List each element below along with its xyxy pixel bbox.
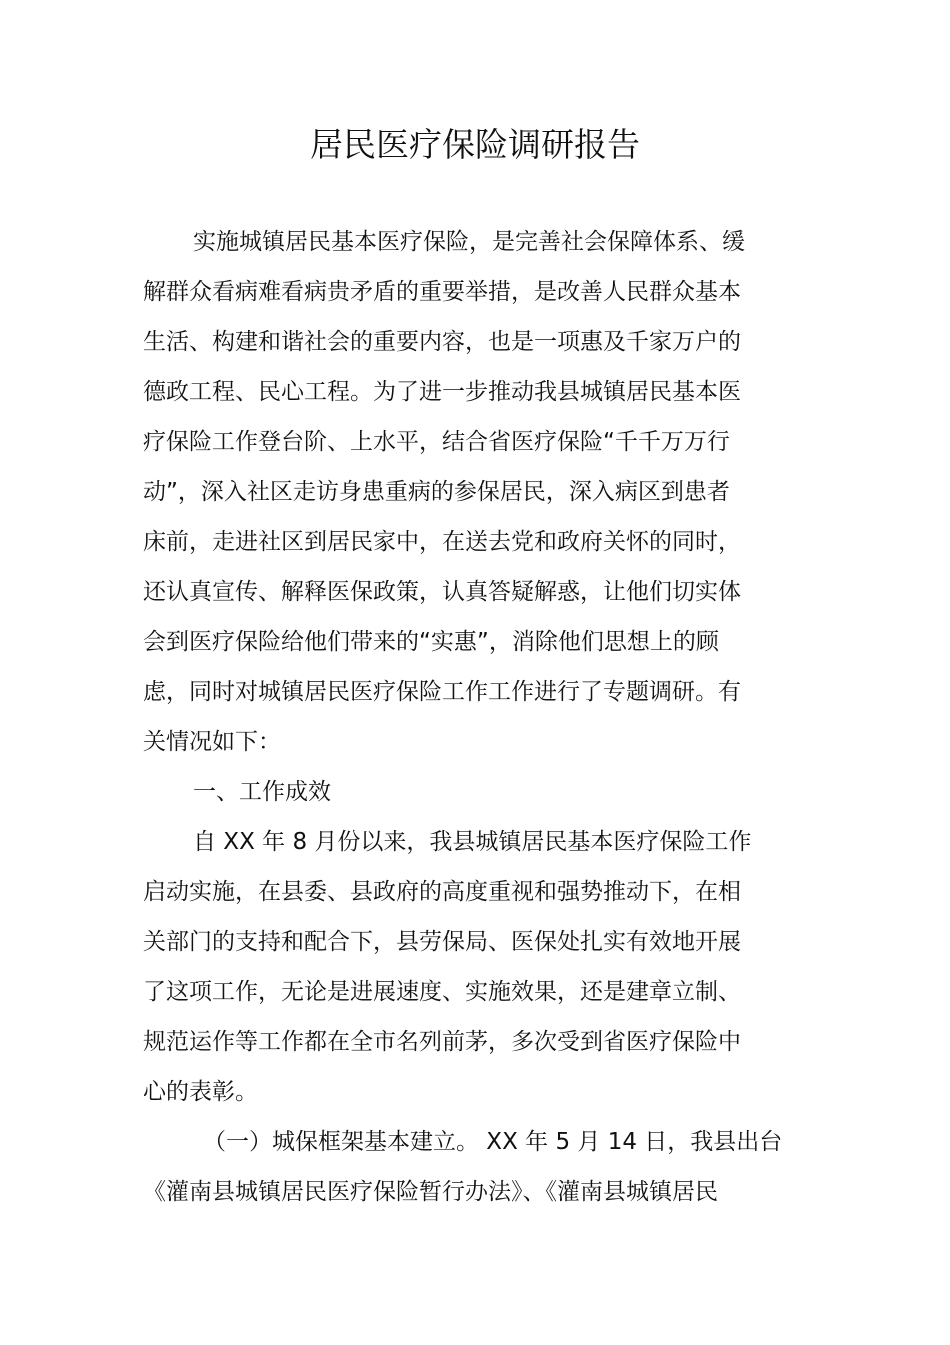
paragraph-line: 疗保险工作登台阶、上水平，结合省医疗保险“千千万万行 xyxy=(143,429,730,455)
paragraph-line: 床前，走进社区到居民家中，在送去党和政府关怀的同时， xyxy=(143,529,741,555)
paragraph-line: 实施城镇居民基本医疗保险，是完善社会保障体系、缓 xyxy=(193,229,745,255)
paragraph-line: 规范运作等工作都在全市名列前茅，多次受到省医疗保险中 xyxy=(143,1029,741,1055)
section-heading: 一、工作成效 xyxy=(193,779,331,805)
paragraph-line: 虑，同时对城镇居民医疗保险工作工作进行了专题调研。有 xyxy=(143,679,741,705)
paragraph-line: 启动实施，在县委、县政府的高度重视和强势推动下，在相 xyxy=(143,879,741,905)
paragraph-line: 还认真宣传、解释医保政策，认真答疑解惑，让他们切实体 xyxy=(143,579,741,605)
paragraph-line: 生活、构建和谐社会的重要内容，也是一项惠及千家万户的 xyxy=(143,329,741,355)
subsection-line: （一）城保框架基本建立。 XX 年 5 月 14 日，我县出台 xyxy=(203,1129,783,1155)
paragraph-line: 德政工程、民心工程。为了进一步推动我县城镇居民基本医 xyxy=(143,379,741,405)
paragraph-line: 心的表彰。 xyxy=(143,1079,258,1105)
paragraph-line: 解群众看病难看病贵矛盾的重要举措，是改善人民群众基本 xyxy=(143,279,741,305)
paragraph-line: 动”，深入社区走访身患重病的参保居民，深入病区到患者 xyxy=(143,479,730,505)
paragraph-line: 了这项工作，无论是进展速度、实施效果，还是建章立制、 xyxy=(143,979,741,1005)
paragraph-line: 关部门的支持和配合下，县劳保局、医保处扎实有效地开展 xyxy=(143,929,741,955)
document-title: 居民医疗保险调研报告 xyxy=(310,125,640,164)
paragraph-line: 会到医疗保险给他们带来的“实惠”，消除他们思想上的顾 xyxy=(143,629,719,655)
paragraph-line: 《灌南县城镇居民医疗保险暂行办法》、《灌南县城镇居民 xyxy=(143,1179,718,1205)
paragraph-line: 关情况如下： xyxy=(143,729,281,755)
paragraph-line: 自 XX 年 8 月份以来，我县城镇居民基本医疗保险工作 xyxy=(193,829,752,855)
